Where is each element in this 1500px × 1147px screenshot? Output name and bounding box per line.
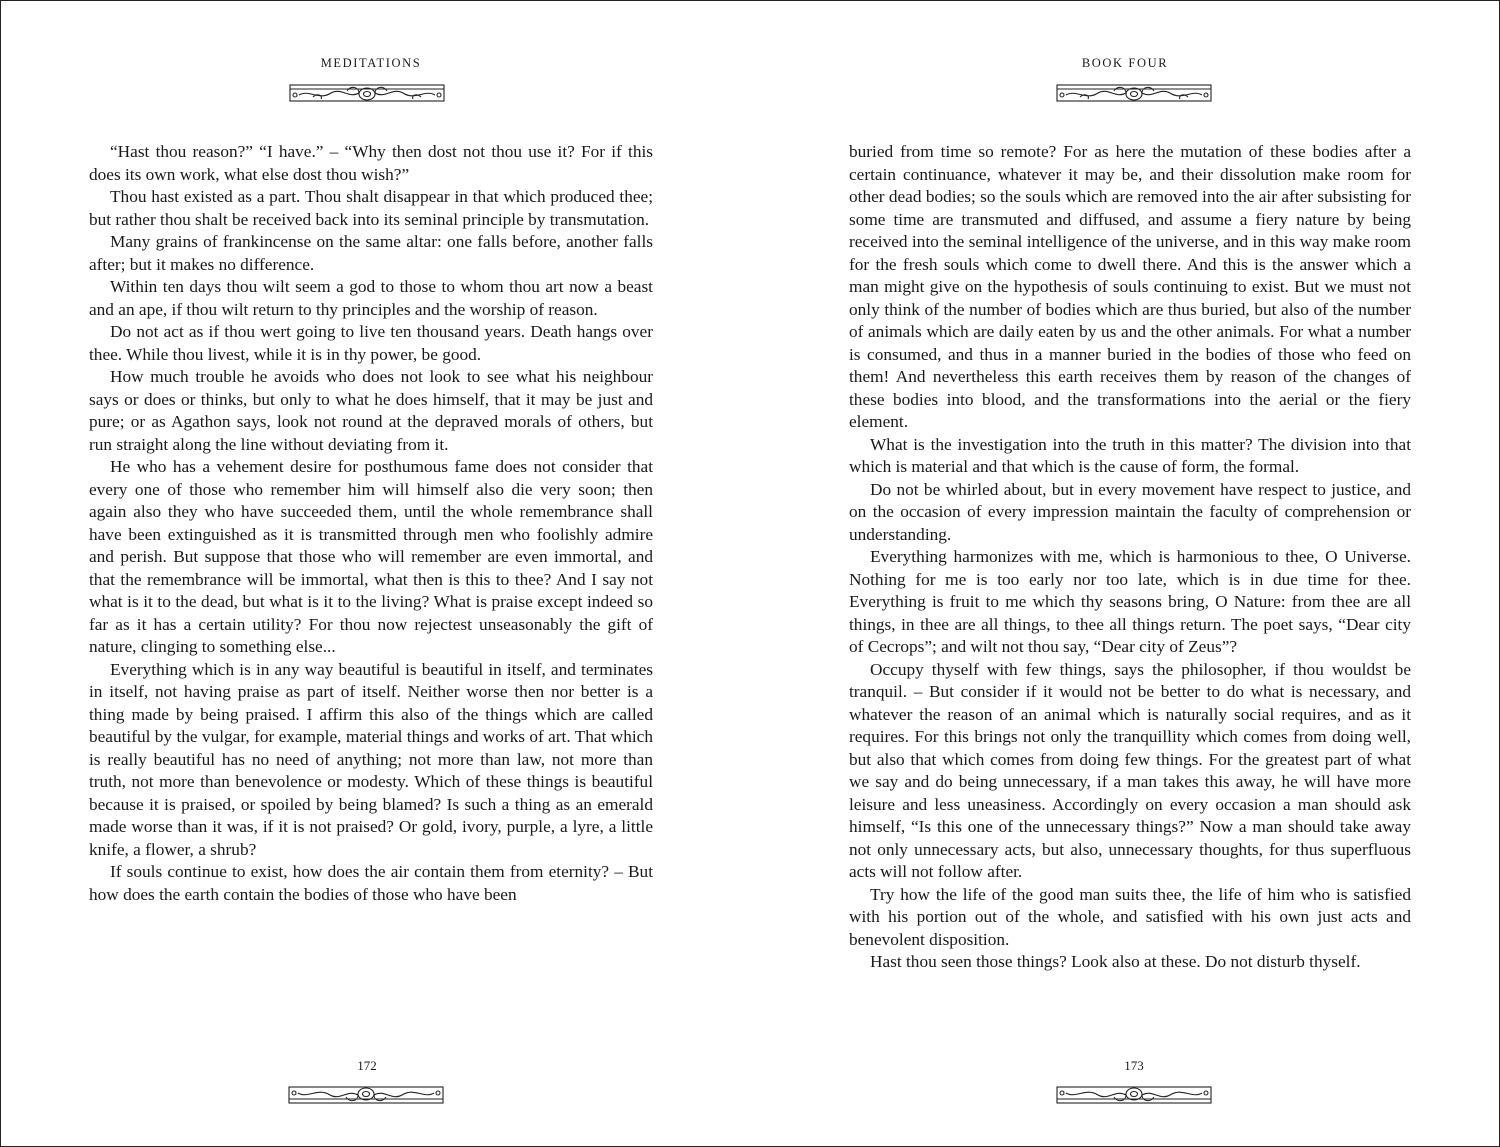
paragraph: What is the investigation into the truth in this matter? The division into that which is material and that which is the cause of form, the formal. (849, 434, 1411, 476)
paragraph: Do not act as if thou wert going to live ten thousand years. Death hangs over thee. While thou livest, while it is in thy power, be good. (89, 322, 653, 364)
paragraph: Do not be whirled about, but in every movement have respect to justice, and on the occasion of every impression maintain the faculty of comprehension or understanding. (849, 479, 1411, 544)
paragraph: “Hast thou reason?” “I have.” – “Why then dost not thou use it? For if this does its own work, what else dost thou wish?” (89, 142, 653, 184)
left-page (1, 1, 741, 1146)
scroll-ornament-icon (288, 1081, 444, 1107)
paragraph: Everything which is in any way beautiful is beautiful in itself, and terminates in itself, not having praise as part of itself. Neither worse then nor better is a thing made by being praised. I affirm this also of the things which are called beautiful by the vulgar, for example, material things and works of art. That which is really beautiful has no need of anything; not more than law, not more than truth, not more than benevolence or modesty. Which of these things is beautiful because it is praised, or spoiled by being blamed? Is such a thing as an emerald made worse than it was, if it is not praised? Or gold, ivory, purple, a lyre, a little knife, a flower, a shrub? (89, 659, 653, 859)
running-head (1, 56, 741, 71)
left-text-block (89, 141, 653, 906)
running-head (750, 56, 1500, 71)
running-head-title: MEDITATIONS (320, 56, 422, 70)
paragraph: Occupy thyself with few things, says the philosopher, if thou wouldst be tranquil. – But consider if it would not be better to do what is necessary, and whatever the reason of an animal which is naturally social requires, and as it requires. For this brings not only the tranquillity which comes from doing well, but also that which comes from doing few things. For the greatest part of what we say and do being unnecessary, if a man takes this away, he will have more leisure and less uneasiness. Accordingly on every occasion a man should ask himself, “Is this one of the unnecessary things?” Now a man should take away not only unnecessary acts, but also, unnecessary thoughts, for thus superfluous acts will not follow after. (849, 659, 1411, 881)
paragraph: If souls continue to exist, how does the air contain them from eternity? – But how does the earth contain the bodies of those who have been (89, 862, 653, 904)
paragraph: Within ten days thou wilt seem a god to those to whom thou art now a beast and an ape, if thou wilt return to thy principles and the worship of reason. (89, 277, 653, 319)
paragraph: Hast thou seen those things? Look also at these. Do not disturb thyself. (870, 952, 1361, 971)
scroll-ornament-icon (1056, 81, 1212, 105)
paragraph: How much trouble he avoids who does not look to see what his neighbour says or does or thinks, but only to what he does himself, that it may be just and pure; or as Agathon says, look not round at the depraved morals of others, but run straight along the line without deviating from it. (89, 367, 653, 454)
running-head-title: BOOK FOUR (1081, 56, 1169, 70)
right-page (750, 1, 1500, 1146)
paragraph: Thou hast existed as a part. Thou shalt disappear in that which produced thee; but rather thou shalt be received back into its seminal principle by transmutation. (89, 187, 653, 229)
right-text-block (849, 141, 1411, 974)
scroll-ornament-icon (1056, 1081, 1212, 1107)
paragraph: Everything harmonizes with me, which is harmonious to thee, O Universe. Nothing for me is too early nor too late, which is in due time for thee. Everything is fruit to me which thy seasons bring, O Nature: from thee are all things, in thee are all things, to thee all things return. The poet says, “Dear city of Cecrops”; and wilt not thou say, “Dear city of Zeus”? (849, 547, 1411, 656)
scroll-ornament-icon (289, 81, 445, 105)
paragraph: He who has a vehement desire for posthumous fame does not consider that every one of those who remember him will himself also die very soon; then again also they who have succeeded them, until the whole remembrance shall have been extinguished as it is transmitted through men who foolishly admire and perish. But suppose that those who will remember are even immortal, and that the remembrance will be immortal, what then is this to thee? And I say not what is it to the dead, but what is it to the living? What is praise except indeed so far as it has a certain utility? For thou now rejectest unseasonably the gift of nature, clinging to something else... (89, 457, 653, 656)
paragraph: buried from time so remote? For as here the mutation of these bodies after a certain continuance, whatever it may be, and their dissolution make room for other dead bodies; so the souls which are removed into the air after subsisting for some time are transmuted and diffused, and assume a fiery nature by being received into the seminal intelligence of the universe, and in this way make room for the fresh souls which come to dwell there. And this is the answer which a man might give on the hypothesis of souls continuing to exist. But we must not only think of the number of bodies which are thus buried, but also of the number of animals which are daily eaten by us and the other animals. For what a number is consumed, and thus in a manner buried in the bodies of those who feed on them! And nevertheless this earth receives them by reason of the changes of these bodies into blood, and the transformations into the aerial or the fiery element. (849, 142, 1411, 431)
paragraph: Try how the life of the good man suits thee, the life of him who is satisfied with his portion out of the whole, and satisfied with his own just acts and benevolent disposition. (849, 884, 1411, 949)
page-number: 173 (1124, 1058, 1144, 1073)
paragraph: Many grains of frankincense on the same altar: one falls before, another falls after; but it makes no difference. (89, 232, 653, 274)
page-number: 172 (357, 1058, 377, 1073)
